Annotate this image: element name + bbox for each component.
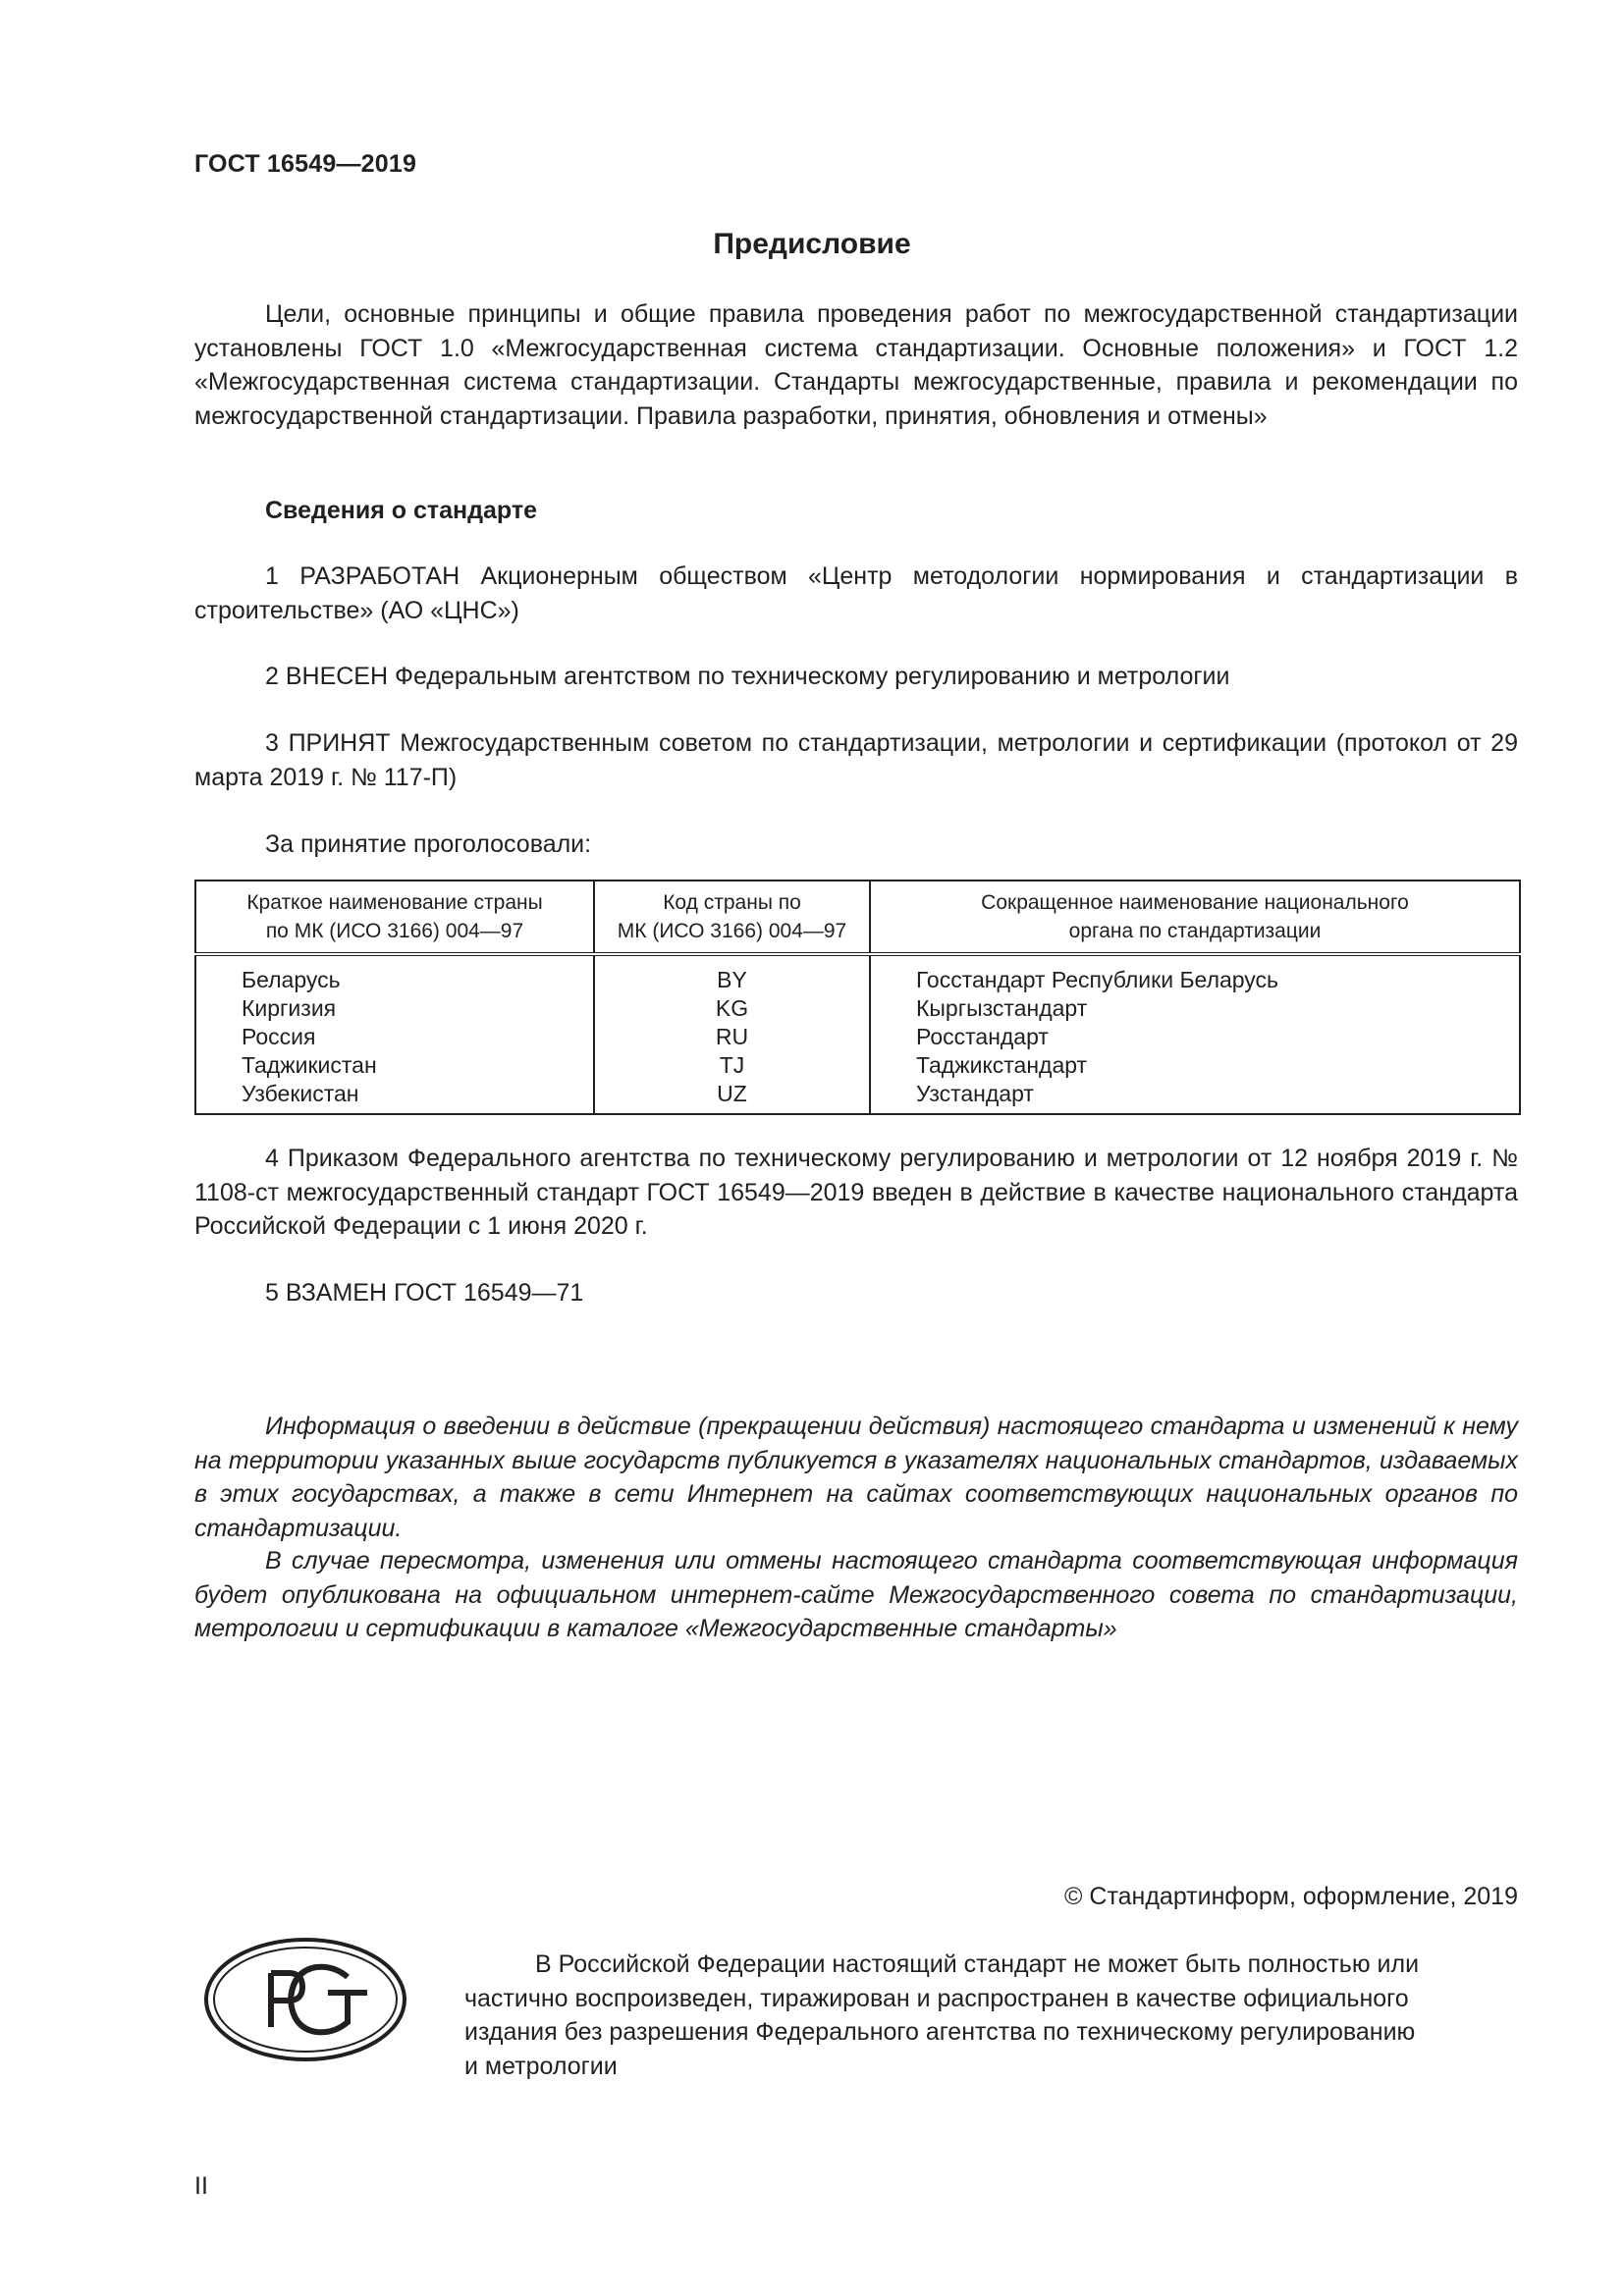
rst-certification-logo [202,1936,408,2063]
notice-line: В Российской Федерации настоящий стандарт не может быть полностью или [535,1950,1420,1978]
item-enacted: 4 Приказом Федерального агентства по техническому регулированию и метрологии от 12 ноября 2019 г. № 1108-ст межгосударственный стандарт ГОСТ 16549—2019 введен в действие в качестве национального стандарта Российской Федерации с 1 июня 2020 г. [194,1145,1518,1240]
country-name-cell: Таджикистан [242,1052,377,1078]
notice-line: издания без разрешения Федерального агентства по техническому регулированию [464,2018,1416,2046]
document-code-header: ГОСТ 16549—2019 [194,150,417,178]
country-name-cell: Россия [242,1024,316,1049]
header-standards-body [870,881,1520,954]
votes-intro: За принятие проголосовали: [265,830,592,858]
table-header-row [195,881,1520,954]
votes-table [194,880,1521,1115]
standards-body-cell: Таджикстандарт [916,1052,1088,1078]
intro-paragraph: Цели, основные принципы и общие правила проведения работ по межгосударственной стандартизации установлены ГОСТ 1.0 «Межгосударственная система стандартизации. Основные положения» и ГОСТ 1.2 «Межгосударственная система стандартизации. Стандарты межгосударственные, правила и рекомендации по межгосударственной стандартизации. Правила разработки, принятия, обновления и отмены» [194,300,1518,430]
header-line: по МК (ИСО 3166) 004—97 [265,920,524,942]
country-code-column [594,954,870,1114]
about-standard-heading: Сведения о стандарте [265,497,538,524]
item-adopted: 3 ПРИНЯТ Межгосударственным советом по стандартизации, метрологии и сертификации (протокол от 29 марта 2019 г. № 117-П) [194,729,1518,791]
standards-body-cell: Росстандарт [916,1024,1049,1049]
page-number: II [194,2172,208,2200]
standards-body-cell: Кыргызстандарт [916,995,1088,1021]
copyright-line: © Стандартинформ, оформление, 2019 [1064,1883,1518,1910]
country-name-cell: Киргизия [242,995,337,1021]
header-country-name [195,881,594,954]
country-code-cell: BY [717,967,747,992]
item-replaces: 5 ВЗАМЕН ГОСТ 16549—71 [265,1279,584,1307]
country-name-cell: Беларусь [242,967,341,992]
standards-body-cell: Узстандарт [916,1081,1034,1106]
header-line: органа по стандартизации [1068,920,1322,942]
notice-line: и метрологии [464,2052,618,2080]
notice-line: частично воспроизведен, тиражирован и распространен в качестве официального [464,1984,1409,2012]
info-paragraph-revision: В случае пересмотра, изменения или отмены настоящего стандарта соответствующая информация будет опубликована на официальном интернет-сайте Межгосударственного совета по стандартизации, метрологии и сертификации в каталоге «Межгосударственные стандарты» [194,1547,1518,1642]
header-line: Код страны по [663,891,801,914]
header-country-code [594,881,870,954]
header-line: Сокращенное наименование национального [981,891,1409,914]
item-developed: 1 РАЗРАБОТАН Акционерным обществом «Центр методологии нормирования и стандартизации в строительстве» (АО «ЦНС») [194,562,1518,624]
country-code-cell: KG [715,995,749,1021]
reproduction-notice [464,1948,1518,2083]
country-code-cell: UZ [717,1081,747,1106]
country-code-cell: TJ [719,1052,745,1078]
country-name-column [195,954,594,1114]
info-paragraph-publication: Информация о введении в действие (прекращении действия) настоящего стандарта и изменений к нему на территории указанных выше государств публикуется в указателях национальных стандартов, издаваемых в этих государствах, а также в сети Интернет на сайтах соответствующих национальных органов по стандартизации. [194,1413,1518,1542]
table-body-row [195,954,1520,1114]
rst-logo-icon [202,1936,408,2063]
header-line: МК (ИСО 3166) 004—97 [617,920,847,942]
item-submitted: 2 ВНЕСЕН Федеральным агентством по техническому регулированию и метрологии [265,663,1230,690]
page-title: Предисловие [713,228,911,260]
country-code-cell: RU [715,1024,749,1049]
header-line: Краткое наименование страны [246,891,543,914]
standards-body-cell: Госстандарт Республики Беларусь [916,967,1279,992]
standards-body-column [870,954,1520,1114]
country-name-cell: Узбекистан [242,1081,359,1106]
